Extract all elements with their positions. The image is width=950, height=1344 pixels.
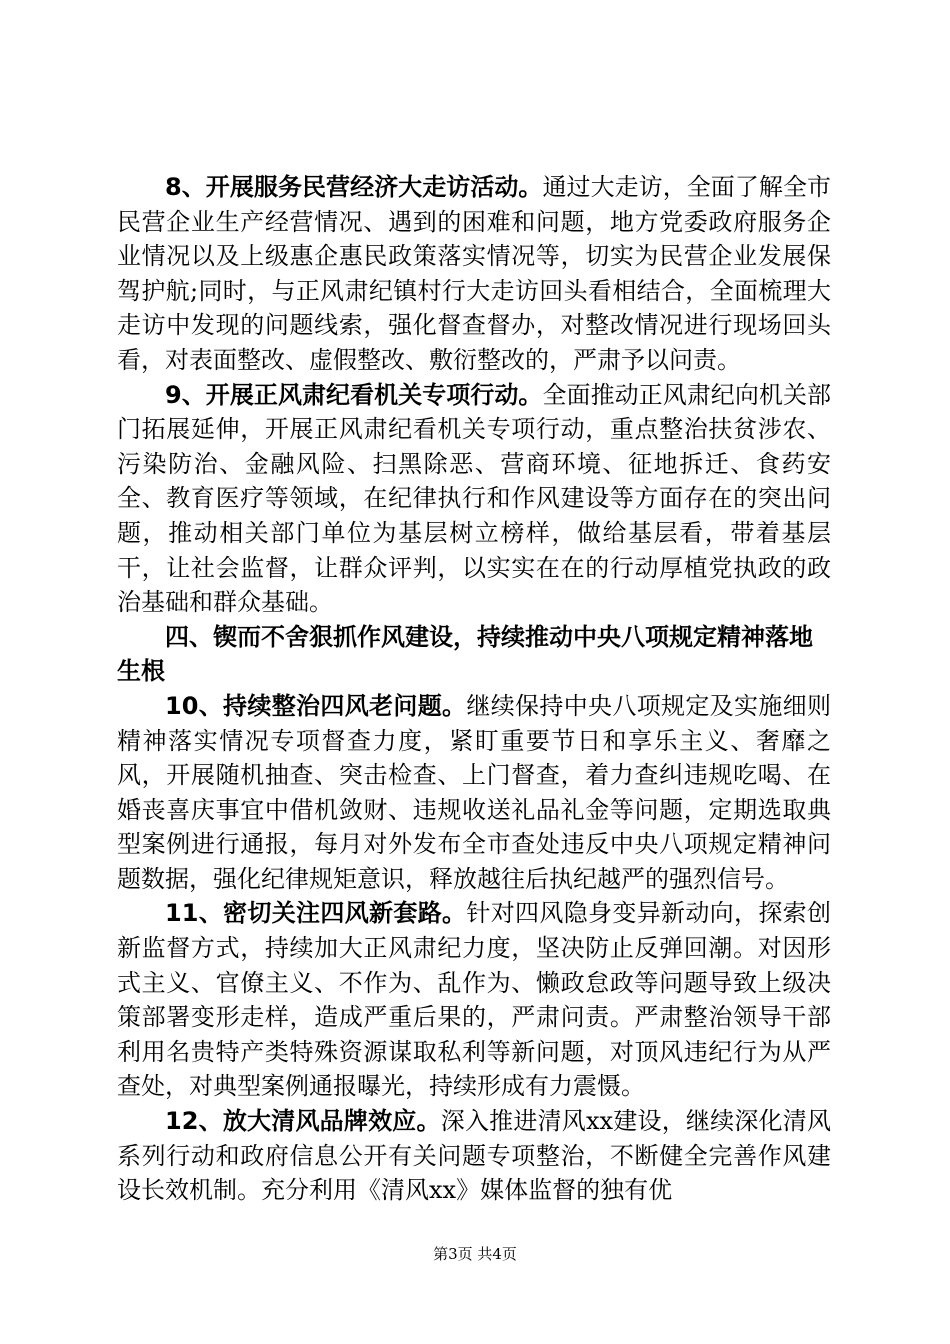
paragraph-item-9 xyxy=(117,378,831,620)
paragraph-lead: 11、密切关注四风新套路。 xyxy=(165,899,467,928)
paragraph-text: 深入推进清风xx建设，继续深化清风系列行动和政府信息公开有关问题专项整治，不断健全完善作风建设长效机制。充分利用《清风xx》媒体监督的独有优 xyxy=(117,1107,831,1205)
paragraph-text: 继续保持中央八项规定及实施细则精神落实情况专项督查力度，紧盯重要节日和享乐主义、奢靡之风，开展随机抽查、突击检查、上门督查，着力查纠违规吃喝、在婚丧喜庆事宜中借机敛财、违规收送礼品礼金等问题，定期选取典型案例进行通报，每月对外发布全市查处违反中央八项规定精神问题数据，强化纪律规矩意识，释放越往后执纪越严的强烈信号。 xyxy=(117,691,832,893)
paragraph-lead: 12、放大清风品牌效应。 xyxy=(165,1107,441,1136)
page-number-label: 第3页 共4页 xyxy=(433,1245,517,1263)
paragraph-text: 针对四风隐身变异新动向，探索创新监督方式，持续加大正风肃纪力度，坚决防止反弹回潮。对因形式主义、官僚主义、不作为、乱作为、懒政怠政等问题导致上级决策部署变形走样，造成严重后果的，严肃问责。严肃整治领导干部利用名贵特产类特殊资源谋取私利等新问题，对顶风违纪行为从严查处，对典型案例通报曝光，持续形成有力震慑。 xyxy=(117,899,832,1101)
paragraph-text: 通过大走访，全面了解全市民营企业生产经营情况、遇到的困难和问题，地方党委政府服务企业情况以及上级惠企惠民政策落实情况等，切实为民营企业发展保驾护航;同时，与正风肃纪镇村行大走访回头看相结合，全面梳理大走访中发现的问题线索，强化督查督办，对整改情况进行现场回头看，对表面整改、虚假整改、敷衍整改的，严肃予以问责。 xyxy=(117,173,831,374)
section-heading: 四、锲而不舍狠抓作风建设，持续推动中央八项规定精神落地生根 xyxy=(117,622,813,686)
paragraph-item-10 xyxy=(117,689,831,897)
paragraph-item-11 xyxy=(117,896,831,1104)
paragraph-item-8 xyxy=(117,170,831,378)
paragraph-lead: 10、持续整治四风老问题。 xyxy=(165,691,467,720)
paragraph-text: 全面推动正风肃纪向机关部门拓展延伸，开展正风肃纪看机关专项行动，重点整治扶贫涉农、污染防治、金融风险、扫黑除恶、营商环境、征地拆迁、食药安全、教育医疗等领域，在纪律执行和作风建设等方面存在的突出问题，推动相关部门单位为基层树立榜样，做给基层看，带着基层干，让社会监督，让群众评判，以实实在在的行动厚植党执政的政治基础和群众基础。 xyxy=(117,380,831,617)
paragraph-lead: 9、开展正风肃纪看机关专项行动。 xyxy=(165,380,543,409)
document-body xyxy=(117,170,831,1208)
paragraph-item-12 xyxy=(117,1104,831,1208)
paragraph-lead: 8、开展服务民营经济大走访活动。 xyxy=(165,173,543,201)
page-footer xyxy=(0,1243,950,1264)
